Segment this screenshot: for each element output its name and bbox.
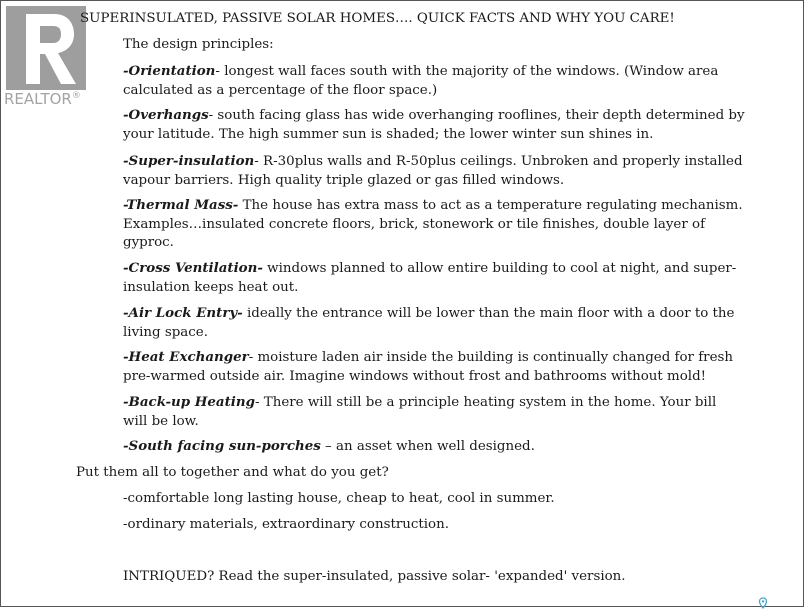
principle-text: pre-warmed outside air. Imagine windows without frost and bathrooms without mold! [123,368,707,384]
principle-text: - moisture laden air inside the building is continually changed for fresh [248,350,733,365]
benefit-item: -ordinary materials, extraordinary construction. [123,517,449,532]
summary-question: Put them all to together and what do you get? [76,465,389,480]
principle-term: -Overhangs [123,107,209,123]
principle-text: insulation keeps heat out. [123,279,299,295]
principle-text: – an asset when well designed. [320,439,535,454]
principle-text: calculated as a percentage of the floor space.) [123,82,438,98]
principle-text: gyproc. [123,235,174,250]
principle-term: -Cross Ventilation- [123,260,263,276]
principle-text: - south facing glass has wide overhanging rooflines, their depth determined by [208,108,745,123]
principle-orientation [123,62,718,100]
principle-text: The house has extra mass to act as a temperature regulating mechanism. [238,198,743,213]
document-title: SUPERINSULATED, PASSIVE SOLAR HOMES…. QUICK FACTS AND WHY YOU CARE! [80,11,675,26]
principle-overhangs [123,106,745,144]
benefit-item: -comfortable long lasting house, cheap to heat, cool in summer. [123,491,555,506]
realtor-wordmark: REALTOR® [4,90,81,108]
principle-cross-ventilation [123,259,736,297]
principle-term: -South facing sun-porches [123,438,321,454]
principle-text: windows planned to allow entire building to cool at night, and super- [262,261,737,276]
principle-heat-exchanger [123,348,733,386]
principle-term: -Orientation [123,63,216,79]
principle-air-lock-entry [123,304,734,342]
principle-text: will be low. [123,413,199,429]
principle-back-up-heating [123,393,716,431]
principle-text: vapour barriers. High quality triple glazed or gas filled windows. [123,172,565,188]
realtor-r-icon [6,6,86,90]
map-pin-icon[interactable] [757,594,769,606]
principle-text: Examples…insulated concrete floors, brick, stonework or tile finishes, double layer of [123,216,706,232]
principle-thermal-mass [123,196,743,253]
principle-text: - R-30plus walls and R-50plus ceilings. Unbroken and properly installed [254,154,743,169]
principle-text: - longest wall faces south with the majority of the windows. (Window area [215,64,719,79]
principle-term: -Heat Exchanger [123,349,249,365]
principle-sun-porches [123,437,535,457]
closing-text: INTRIQUED? Read the super-insulated, passive solar- 'expanded' version. [123,569,626,584]
principle-text: - There will still be a principle heating system in the home. Your bill [254,395,717,410]
principle-text: living space. [123,324,208,340]
principle-text: your latitude. The high summer sun is shaded; the lower winter sun shines in. [123,126,654,142]
intro-text: The design principles: [123,37,274,52]
principle-super-insulation [123,152,743,190]
principle-text: ideally the entrance will be lower than the main floor with a door to the [242,306,735,321]
principle-term: -Back-up Heating [123,394,255,410]
principle-term: -Air Lock Entry- [123,305,243,321]
principle-term: -Thermal Mass- [123,197,239,213]
principle-term: -Super-insulation [123,153,255,169]
